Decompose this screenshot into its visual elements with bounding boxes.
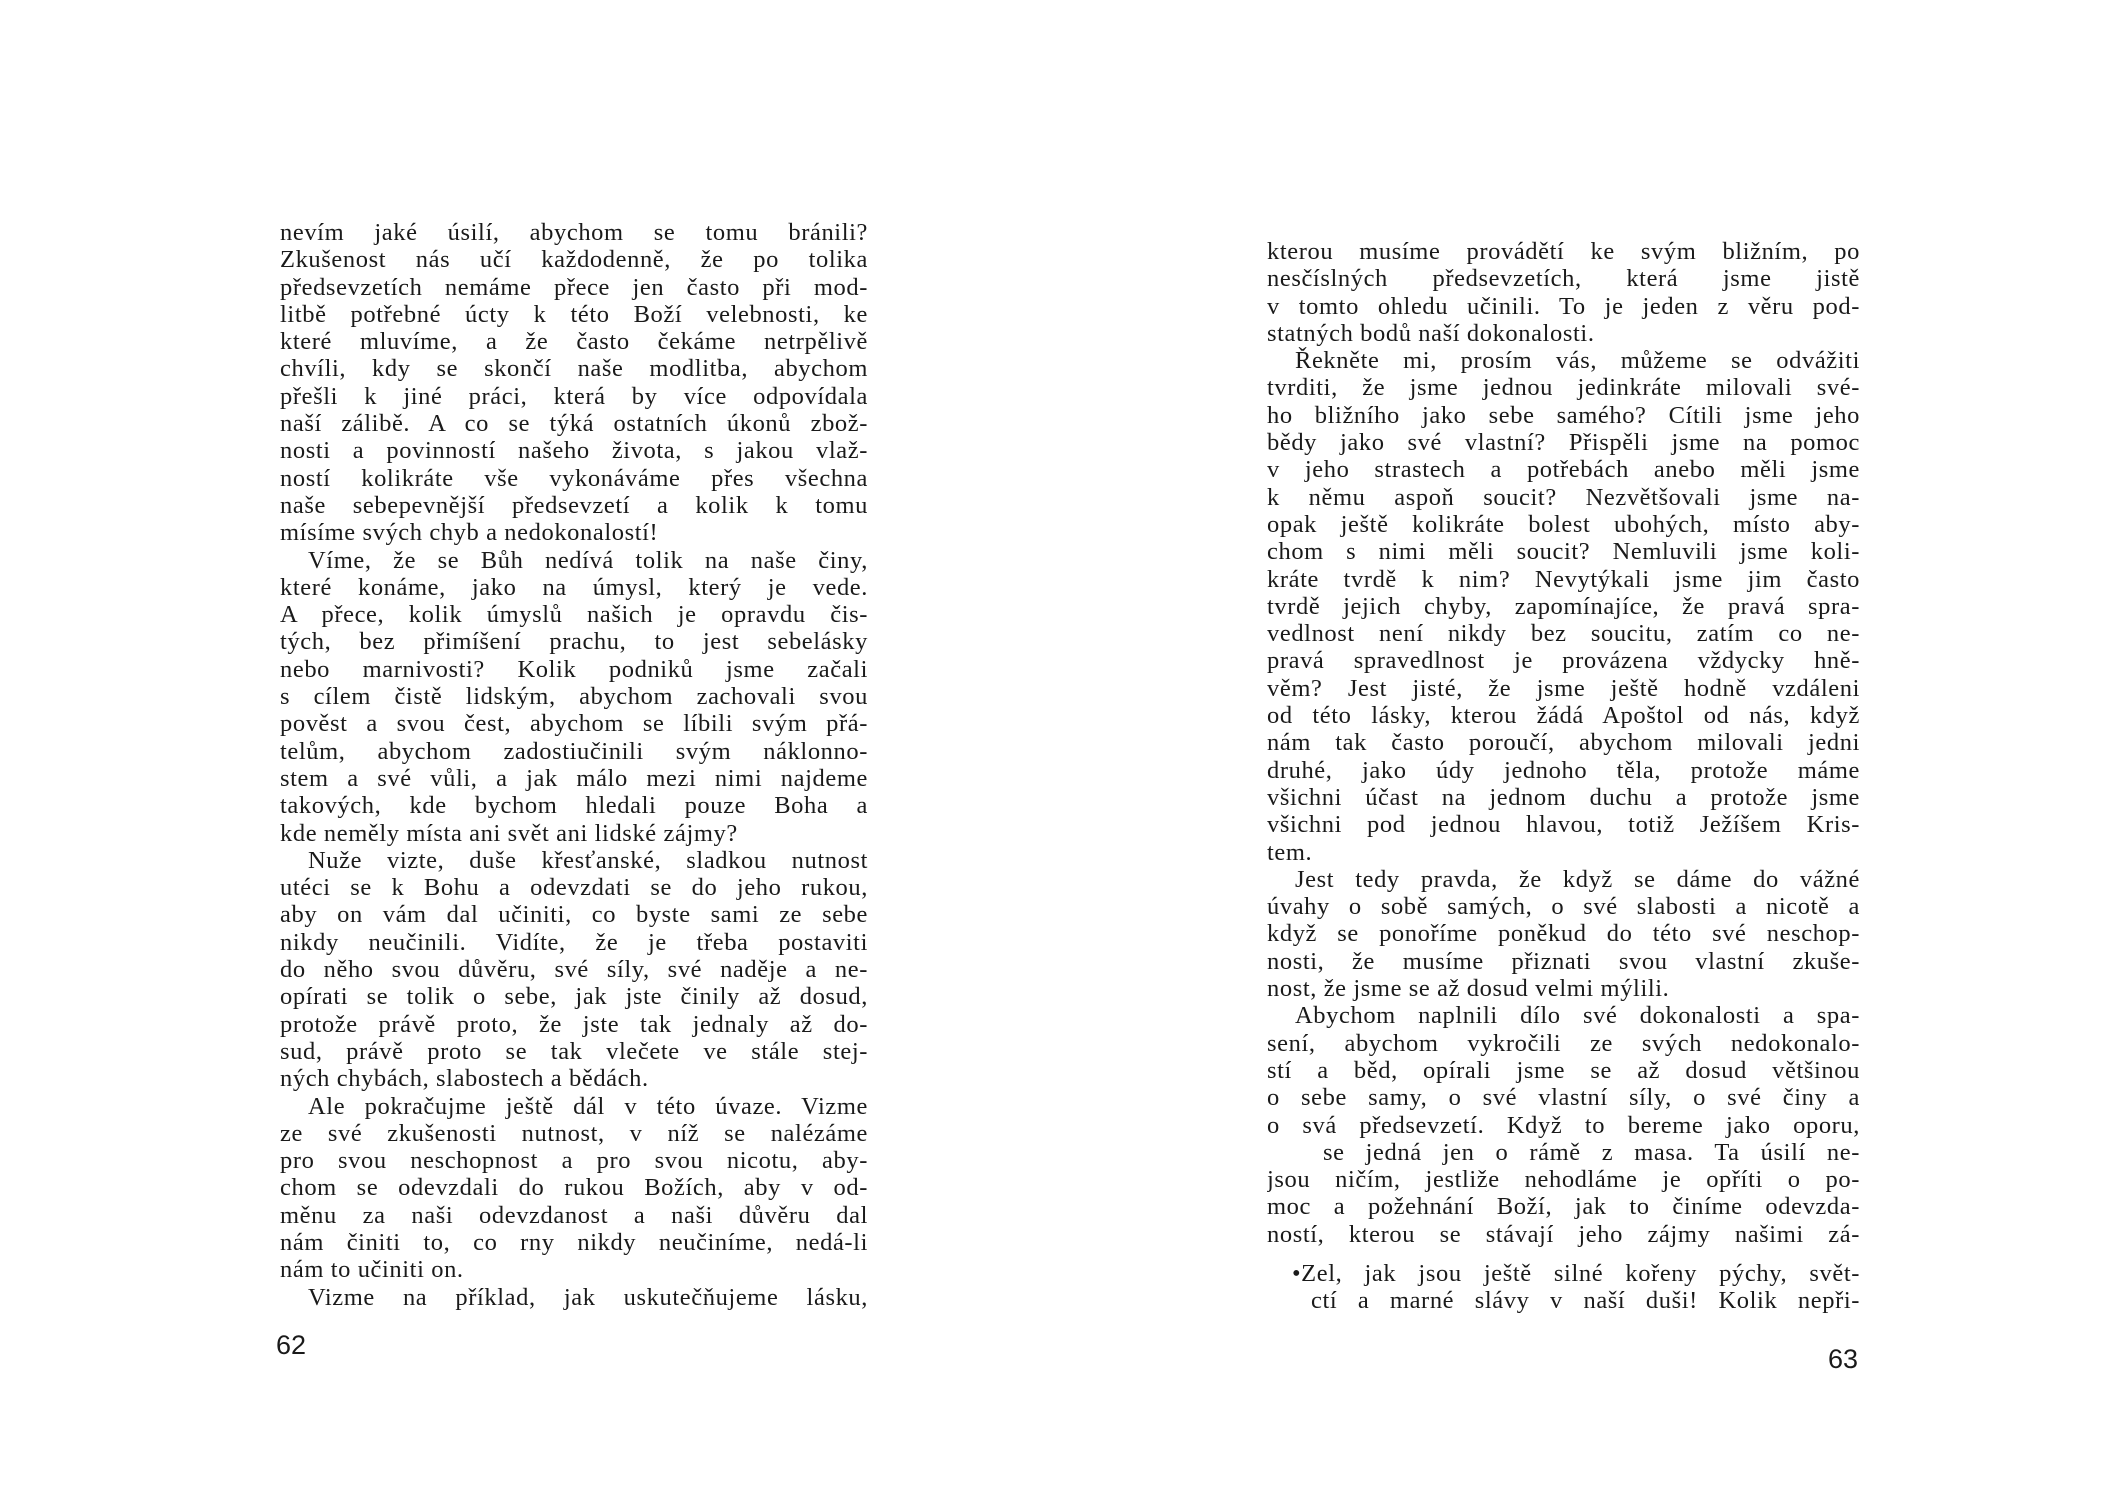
text-line: telům, abychom zadostiučinili svým náklonno- [280, 737, 868, 765]
text-line: úvahy o sobě samých, o své slabosti a nicotě a [1267, 893, 1860, 921]
text-line: bědy jako své vlastní? Přispěli jsme na pomoc [1267, 429, 1860, 457]
text-line: Řekněte mi, prosím vás, můžeme se odvážiti [1295, 347, 1860, 375]
text-line: pravá spravedlnost je provázena vždycky hně- [1267, 647, 1860, 675]
text-line: Vizme na příklad, jak uskutečňujeme lásku, [308, 1283, 868, 1311]
text-line: pověst a svou čest, abychom se líbili svým přá- [280, 710, 868, 738]
text-line: nevím jaké úsilí, abychom se tomu bránili? [280, 219, 868, 246]
text-line: Víme, že se Bůh nedívá tolik na naše činy, [308, 546, 868, 574]
text-line: moc a požehnání Boží, jak to činíme odevzda- [1267, 1193, 1860, 1221]
text-line: s cílem čistě lidským, abychom zachovali svou [280, 683, 868, 711]
text-line: tých, bez přimíšení prachu, to jest sebelásky [280, 628, 868, 656]
text-line: chvíli, kdy se skončí naše modlitba, abychom [280, 355, 868, 383]
text-line: nám to učiniti on. [280, 1256, 464, 1284]
text-line: když se ponoříme poněkud do této své neschop- [1267, 920, 1860, 948]
text-line: které mluvíme, a že často čekáme netrpělivě [280, 328, 868, 356]
text-line: opak ještě kolikráte bolest ubohých, místo aby- [1267, 510, 1860, 538]
page-number-right: 63 [1828, 1344, 1859, 1374]
text-line: k němu aspoň soucit? Nezvětšovali jsme na- [1267, 483, 1860, 511]
text-line: ho bližního jako sebe samého? Cítili jsme jeho [1267, 401, 1860, 429]
text-line: nost, že jsme se až dosud velmi mýlili. [1267, 975, 1670, 1003]
text-line: které konáme, jako na úmysl, který je vede. [280, 573, 868, 601]
text-line: A přece, kolik úmyslů našich je opravdu čis- [280, 601, 868, 629]
footnote-line: •Zel, jak jsou ještě silné kořeny pýchy, svět- [1292, 1259, 1860, 1287]
text-line: vedlnost není nikdy bez soucitu, zatím co ne- [1267, 620, 1860, 648]
text-line: jsou ničím, jestliže nehodláme je opříti o po- [1267, 1166, 1860, 1194]
text-line: Jest tedy pravda, že když se dáme do vážné [1295, 865, 1860, 893]
text-line: předsevzetích nemáme přece jen často při mod- [280, 273, 868, 301]
text-line: všichni pod jednou hlavou, totiž Ježíšem Kris- [1267, 811, 1860, 839]
text-line: stí a běd, opírali jsme se až dosud většinou [1267, 1056, 1860, 1084]
text-line: se jedná jen o rámě z masa. Ta úsilí ne- [1323, 1138, 1860, 1166]
text-line: tvrdě jejich chyby, zapomínajíce, že pravá spra- [1267, 592, 1860, 620]
text-line: nám tak často poroučí, abychom milovali jedni [1267, 729, 1860, 757]
text-line: Ale pokračujme ještě dál v této úvaze. Vizme [308, 1092, 868, 1120]
text-line: protože právě proto, že jste tak jednaly až do- [280, 1010, 868, 1038]
text-line: nikdy neučinili. Vidíte, že je třeba postaviti [280, 928, 868, 956]
text-line: tvrditi, že jsme jednou jedinkráte milovali své- [1267, 374, 1860, 402]
text-line: chom s nimi měli soucit? Nemluvili jsme koli- [1267, 538, 1860, 566]
text-line: do něho svou důvěru, své síly, své naděje a ne- [280, 956, 868, 984]
text-line: chom se odevzdali do rukou Božích, aby v od- [280, 1174, 868, 1202]
text-line: Zkušenost nás učí každodenně, že po tolika [280, 246, 868, 274]
text-line: naše sebepevnější předsevzetí a kolik k tomu [280, 491, 868, 519]
text-line: tem. [1267, 838, 1313, 866]
text-line: sení, abychom vykročili ze svých nedokonalo- [1267, 1029, 1860, 1057]
left-page-text [280, 219, 868, 1311]
text-line: o svá předsevzetí. Když to bereme jako oporu, [1267, 1111, 1860, 1139]
text-line: aby on vám dal učiniti, co byste sami ze sebe [280, 901, 868, 929]
text-line: stem a své vůli, a jak málo mezi nimi najdeme [280, 764, 868, 792]
text-line: v tomto ohledu učinili. To je jeden z věru pod- [1267, 292, 1860, 320]
text-line: ností kolikráte vše vykonáváme přes všechna [280, 464, 868, 492]
text-line: Abychom naplnili dílo své dokonalosti a spa- [1295, 1002, 1860, 1030]
text-line: opírati se tolik o sebe, jak jste činily až dosud, [280, 983, 868, 1011]
text-line: kráte tvrdě k nim? Nevytýkali jsme jim často [1267, 565, 1860, 593]
text-line: ze své zkušenosti nutnost, v níž se nalézáme [280, 1119, 868, 1147]
text-line: v jeho strastech a potřebách anebo měli jsme [1267, 456, 1860, 484]
text-line: utéci se k Bohu a odevzdati se do jeho rukou, [280, 874, 868, 902]
text-line: litbě potřebné úcty k této Boží velebnosti, ke [280, 300, 868, 328]
text-line: přešli k jiné práci, která by více odpovídala [280, 382, 868, 410]
text-line: sud, právě proto se tak vlečete ve stále stej- [280, 1037, 868, 1065]
footnote-line: ctí a marné slávy v naší duši! Kolik nepři- [1311, 1287, 1860, 1315]
text-line: od této lásky, kterou žádá Apoštol od nás, když [1267, 702, 1860, 730]
text-line: o sebe samy, o své vlastní síly, o své činy a [1267, 1084, 1860, 1112]
text-line: druhé, jako údy jednoho těla, protože máme [1267, 756, 1860, 784]
text-line: kde neměly místa ani svět ani lidské zájmy? [280, 819, 738, 847]
text-line: nebo marnivosti? Kolik podniků jsme začali [280, 655, 868, 683]
text-line: ností, kterou se stávají jeho zájmy našimi zá- [1267, 1220, 1860, 1248]
text-line: nám činiti to, co rny nikdy neučiníme, nedá-li [280, 1228, 868, 1256]
right-page-text [1267, 238, 1860, 1315]
text-line: nosti, že musíme přiznati svou vlastní zkuše- [1267, 947, 1860, 975]
page-number-left: 62 [276, 1330, 307, 1360]
text-line: věm? Jest jisté, že jsme ještě hodně vzdáleni [1267, 674, 1860, 702]
text-line: mísíme svých chyb a nedokonalostí! [280, 519, 659, 547]
text-line: pro svou neschopnost a pro svou nicotu, aby- [280, 1147, 868, 1175]
text-line: takových, kde bychom hledali pouze Boha a [280, 792, 868, 820]
text-line: statných bodů naší dokonalosti. [1267, 319, 1595, 347]
text-line: ných chybách, slabostech a bědách. [280, 1065, 649, 1093]
text-line: všichni účast na jednom duchu a protože jsme [1267, 783, 1860, 811]
text-line: kterou musíme provádětí ke svým bližním, po [1267, 238, 1860, 265]
text-line: naší zálibě. A co se týká ostatních úkonů zbož- [280, 410, 868, 438]
text-line: Nuže vizte, duše křesťanské, sladkou nutnost [308, 846, 868, 874]
text-line: nosti a povinností našeho života, s jakou vlaž- [280, 437, 868, 465]
text-line: měnu za naši odevzdanost a naši důvěru dal [280, 1201, 868, 1229]
text-line: nesčíslných předsevzetích, která jsme jistě [1267, 265, 1860, 293]
